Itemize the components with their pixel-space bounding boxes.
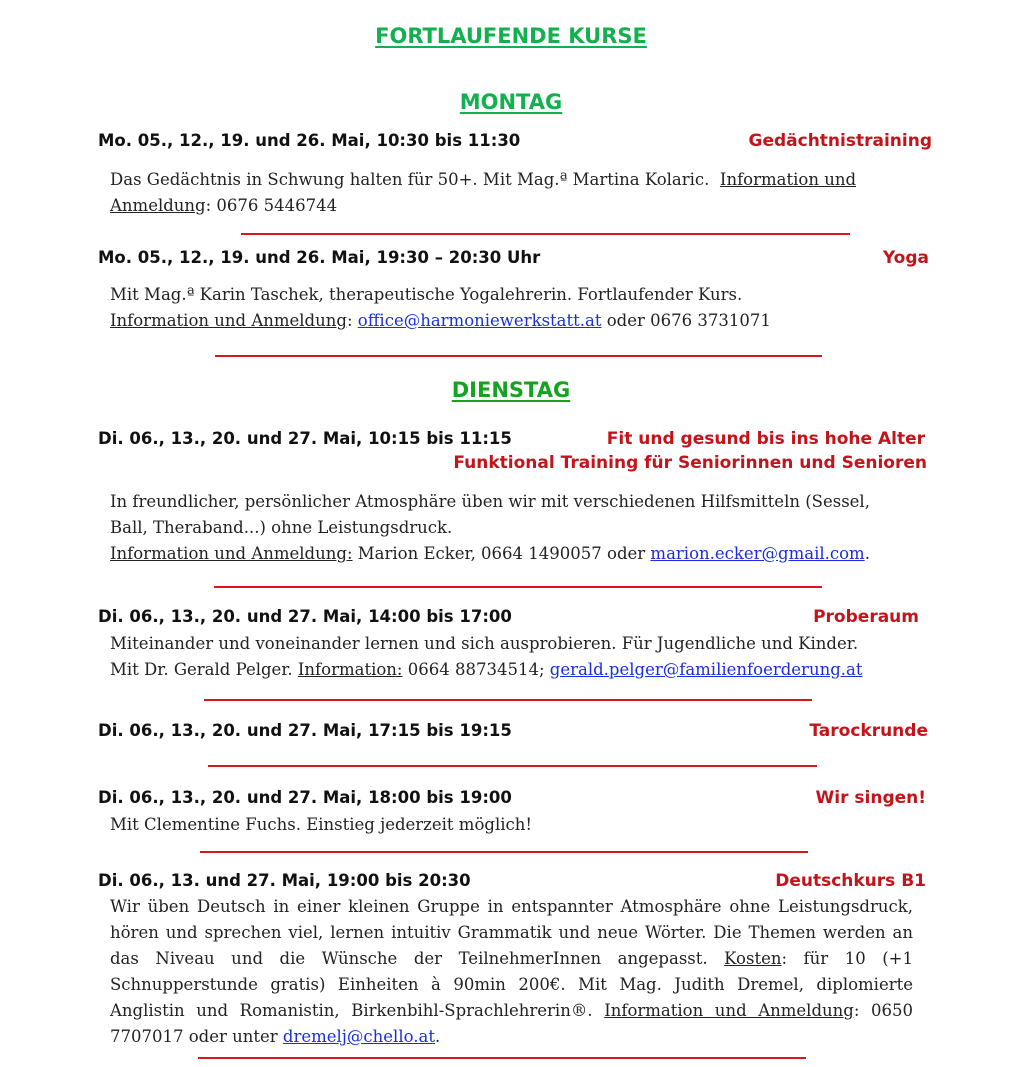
course-schedule: Di. 06., 13., 20. und 27. Mai, 10:15 bis 11:15 — [98, 429, 512, 448]
cost-label: Kosten — [724, 949, 782, 968]
separator-line — [198, 1057, 806, 1059]
info-label: Information und Anmeldung — [110, 311, 347, 330]
day-heading-dienstag: DIENSTAG — [451, 378, 571, 402]
course-category: Proberaum — [813, 607, 919, 627]
course-description: Miteinander und voneinander lernen und sich ausprobieren. Für Jugendliche und Kinder. Mit Dr. Gerald Pelger. Information: 0664 88734514; gerald.pelger@familienfoerderung.at — [110, 634, 863, 679]
course-category: Tarockrunde — [809, 721, 928, 741]
separator-line — [215, 355, 822, 357]
course-schedule: Di. 06., 13., 20. und 27. Mai, 14:00 bis 17:00 — [98, 607, 512, 626]
email-link[interactable]: marion.ecker@gmail.com — [650, 544, 865, 563]
course-category: Wir singen! — [815, 788, 926, 808]
separator-line — [204, 699, 812, 701]
course-category: Yoga — [882, 248, 929, 268]
course-schedule: Di. 06., 13., 20. und 27. Mai, 18:00 bis 19:00 — [98, 788, 512, 807]
course-description: Mit Mag.ª Karin Taschek, therapeutische Yogalehrerin. Fortlaufender Kurs. Information und Anmeldung: office@harmoniewerkstatt.at oder 0676 3731071 — [110, 285, 771, 330]
separator-line — [214, 586, 822, 588]
separator-line — [241, 233, 850, 235]
info-label: Information und Anmeldung: — [110, 544, 353, 563]
course-description: In freundlicher, persönlicher Atmosphäre üben wir mit verschiedenen Hilfsmitteln (Sessel, Ball, Theraband...) ohne Leistungsdruck. Information und Anmeldung: Marion Ecker, 0664 1490057 oder marion.ecker@gmail.com. — [110, 492, 870, 563]
course-schedule: Mo. 05., 12., 19. und 26. Mai, 19:30 – 20:30 Uhr — [98, 248, 541, 267]
info-label: Information und Anmeldung — [604, 1001, 854, 1020]
course-description: Wir üben Deutsch in einer kleinen Gruppe in entspannter Atmosphäre ohne Leistungsdruck, hören und sprechen viel, lernen intuitiv Grammatik und neue Wörter. Die Themen werden an das Niveau und die Wünsche der TeilnehmerInnen angepasst. Kosten: für 10 (+1 Schnupperstunde gratis) Einheiten à 90min 200€. Mit Mag. Judith Dremel, diplomierte Anglistin und Romanistin, Birkenbihl-Sprachlehrerin®. Information und Anmeldung: 0650 7707017 oder unter dremelj@chello.at. — [110, 897, 913, 1046]
info-label: Information und Anmeldung — [110, 170, 857, 215]
course-description: Mit Clementine Fuchs. Einstieg jederzeit möglich! — [110, 815, 532, 834]
course-category: Gedächtnistraining — [748, 131, 932, 151]
separator-line — [200, 851, 808, 853]
separator-line — [208, 765, 817, 767]
email-link[interactable]: gerald.pelger@familienfoerderung.at — [549, 660, 863, 679]
course-description: Das Gedächtnis in Schwung halten für 50+. Mit Mag.ª Martina Kolaric. Information und Anmeldung: 0676 5446744 — [110, 170, 857, 215]
course-category: Fit und gesund bis ins hohe Alter — [606, 429, 925, 449]
email-link[interactable]: office@harmoniewerkstatt.at — [357, 311, 602, 330]
course-schedule: Di. 06., 13., 20. und 27. Mai, 17:15 bis 19:15 — [98, 721, 512, 740]
email-link[interactable]: dremelj@chello.at — [282, 1027, 435, 1046]
page-title: FORTLAUFENDE KURSE — [375, 24, 647, 48]
day-heading-montag: MONTAG — [459, 90, 563, 114]
course-schedule: Di. 06., 13. und 27. Mai, 19:00 bis 20:30 — [98, 871, 471, 890]
course-schedule: Mo. 05., 12., 19. und 26. Mai, 10:30 bis 11:30 — [98, 131, 521, 150]
info-label: Information: — [297, 660, 403, 679]
course-category-subtitle: Funktional Training für Seniorinnen und Senioren — [453, 453, 927, 473]
course-category: Deutschkurs B1 — [775, 871, 926, 891]
